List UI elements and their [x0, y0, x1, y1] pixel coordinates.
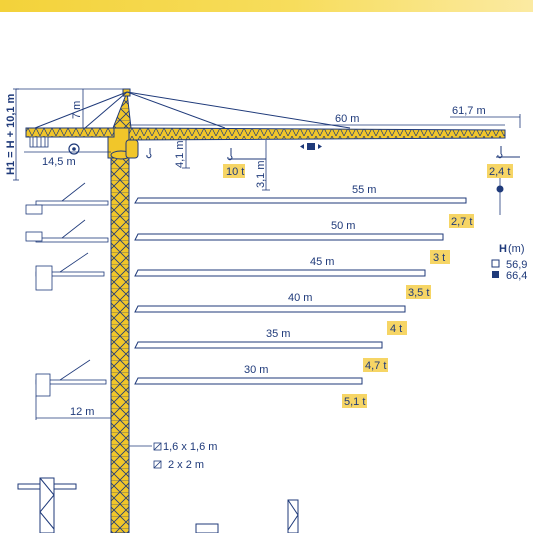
height-legend-title: H	[499, 243, 507, 255]
jib-length-label: 60 m	[335, 113, 360, 125]
counter-jib	[26, 128, 114, 154]
mast-section-icons	[129, 443, 161, 468]
hook-near-icon	[228, 148, 266, 160]
height-legend-unit: (m)	[508, 243, 525, 255]
near-load-label: 10 t	[226, 166, 245, 178]
open-square-icon	[492, 260, 499, 267]
tip-weight-icon	[497, 186, 504, 193]
counter-jib-length-label: 14,5 m	[42, 156, 76, 168]
trolley-icon	[300, 143, 322, 150]
config-length-label: 55 m	[352, 184, 377, 196]
config-length-label: 50 m	[331, 220, 356, 232]
tower-top	[113, 89, 131, 128]
tower-mast	[111, 155, 129, 533]
config-load-label: 4,7 t	[365, 360, 387, 372]
base-width-label: 12 m	[70, 406, 95, 418]
hook-cab-icon	[147, 148, 151, 158]
top-height-label: 7 m	[71, 100, 83, 119]
config-length-label: 40 m	[288, 292, 313, 304]
counter-jib-variants	[26, 183, 111, 420]
dimension-lines	[13, 89, 520, 215]
tip-load-label: 2,4 t	[489, 166, 511, 178]
config-length-label: 30 m	[244, 364, 269, 376]
mast-section-label: 2 x 2 m	[168, 459, 205, 471]
base-sections	[18, 478, 298, 533]
operator-cab	[126, 140, 138, 158]
config-load-label: 3 t	[433, 252, 446, 264]
height-value-filled: 66,4	[506, 270, 528, 282]
config-load-label: 5,1 t	[344, 396, 366, 408]
filled-square-icon	[492, 271, 499, 278]
config-load-label: 3,5 t	[408, 287, 430, 299]
hook-tip-icon	[496, 146, 520, 158]
config-load-label: 2,7 t	[451, 216, 473, 228]
max-reach-label: 61,7 m	[452, 105, 486, 117]
config-length-label: 35 m	[266, 328, 291, 340]
config-length-label: 45 m	[310, 256, 335, 268]
config-load-label: 4 t	[390, 323, 403, 335]
mast-section-label: 1,6 x 1,6 m	[163, 441, 218, 453]
h1-formula-label: H1 = H + 10,1 m	[5, 93, 17, 175]
main-jib	[129, 128, 505, 140]
height-value-open: 56,9	[506, 259, 528, 271]
hook-offset-label: 3,1 m	[255, 160, 267, 188]
cab-height-label: 4,1 m	[174, 140, 186, 168]
